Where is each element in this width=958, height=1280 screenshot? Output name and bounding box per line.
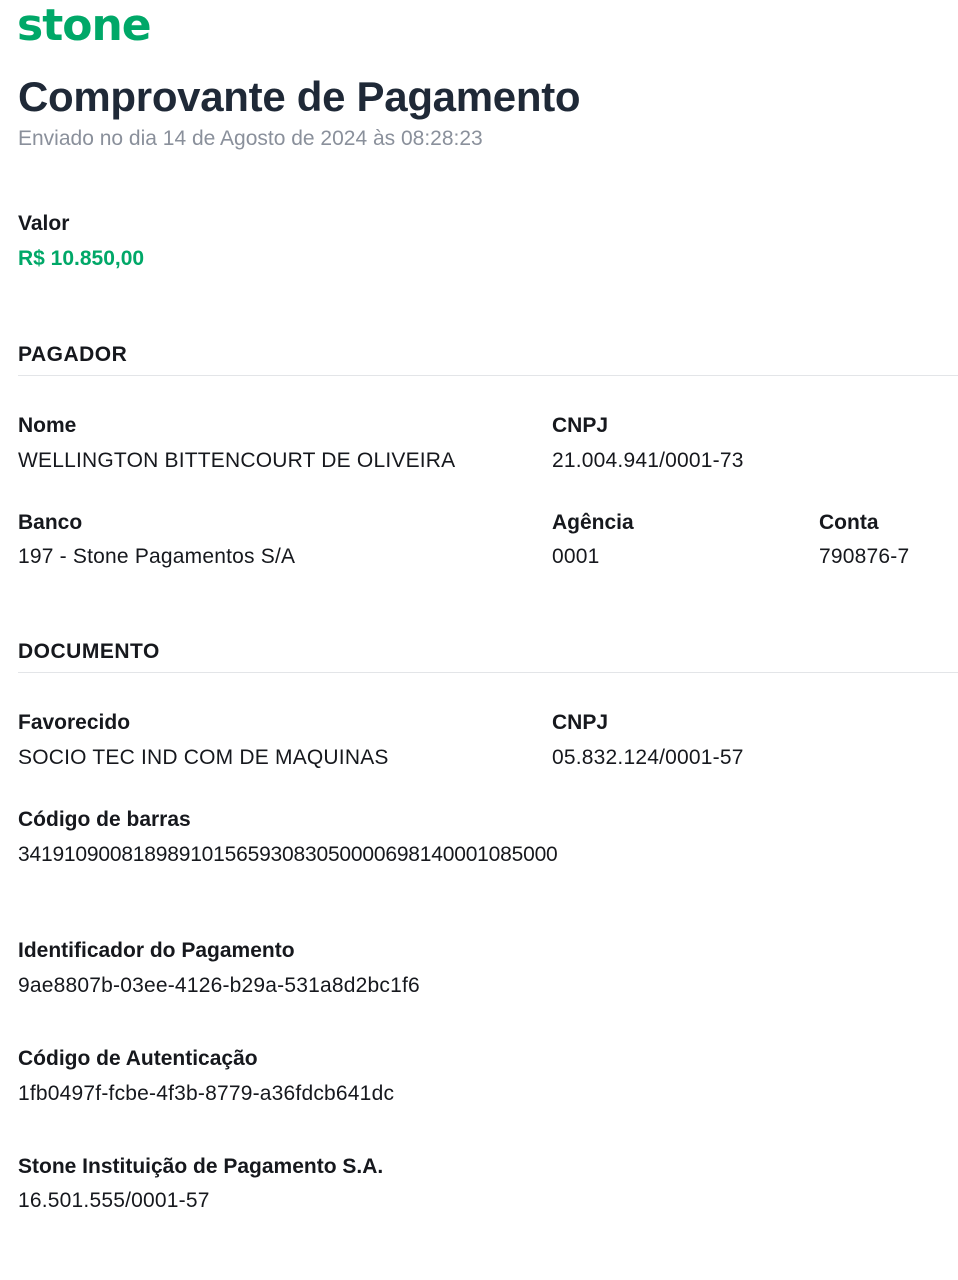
identificador-label: Identificador do Pagamento (18, 939, 295, 962)
pagador-nome-value: WELLINGTON BITTENCOURT DE OLIVEIRA (18, 449, 456, 472)
identificador-value: 9ae8807b-03ee-4126-b29a-531a8d2bc1f6 (18, 974, 420, 997)
documento-cnpj-label: CNPJ (552, 711, 609, 734)
stone-logo: stone (17, 0, 151, 51)
valor-label: Valor (18, 212, 70, 235)
pagador-cnpj-label: CNPJ (552, 414, 609, 437)
section-documento-divider (18, 672, 958, 673)
section-documento-title: DOCUMENTO (18, 640, 160, 663)
sent-date-subtitle: Enviado no dia 14 de Agosto de 2024 às 08:28:23 (18, 127, 483, 150)
pagador-banco-value: 197 - Stone Pagamentos S/A (18, 545, 296, 568)
section-pagador-title: PAGADOR (18, 343, 128, 366)
pagador-nome-label: Nome (18, 414, 77, 437)
codigo-barras-value: 34191090081898910156593083050000698140001085000 (18, 843, 558, 866)
valor-amount: R$ 10.850,00 (18, 247, 145, 270)
pagador-agencia-label: Agência (552, 511, 634, 534)
pagador-agencia-value: 0001 (552, 545, 600, 568)
autenticacao-label: Código de Autenticação (18, 1047, 258, 1070)
pagador-conta-value: 790876-7 (819, 545, 910, 568)
instituicao-cnpj-value: 16.501.555/0001-57 (18, 1189, 210, 1212)
documento-favorecido-value: SOCIO TEC IND COM DE MAQUINAS (18, 746, 389, 769)
codigo-barras-label: Código de barras (18, 808, 191, 831)
pagador-banco-label: Banco (18, 511, 83, 534)
pagador-conta-label: Conta (819, 511, 879, 534)
section-pagador-divider (18, 375, 958, 376)
page-title: Comprovante de Pagamento (18, 73, 581, 120)
documento-favorecido-label: Favorecido (18, 711, 131, 734)
documento-cnpj-value: 05.832.124/0001-57 (552, 746, 744, 769)
autenticacao-value: 1fb0497f-fcbe-4f3b-8779-a36fdcb641dc (18, 1082, 395, 1105)
pagador-cnpj-value: 21.004.941/0001-73 (552, 449, 744, 472)
instituicao-label: Stone Instituição de Pagamento S.A. (18, 1155, 384, 1178)
